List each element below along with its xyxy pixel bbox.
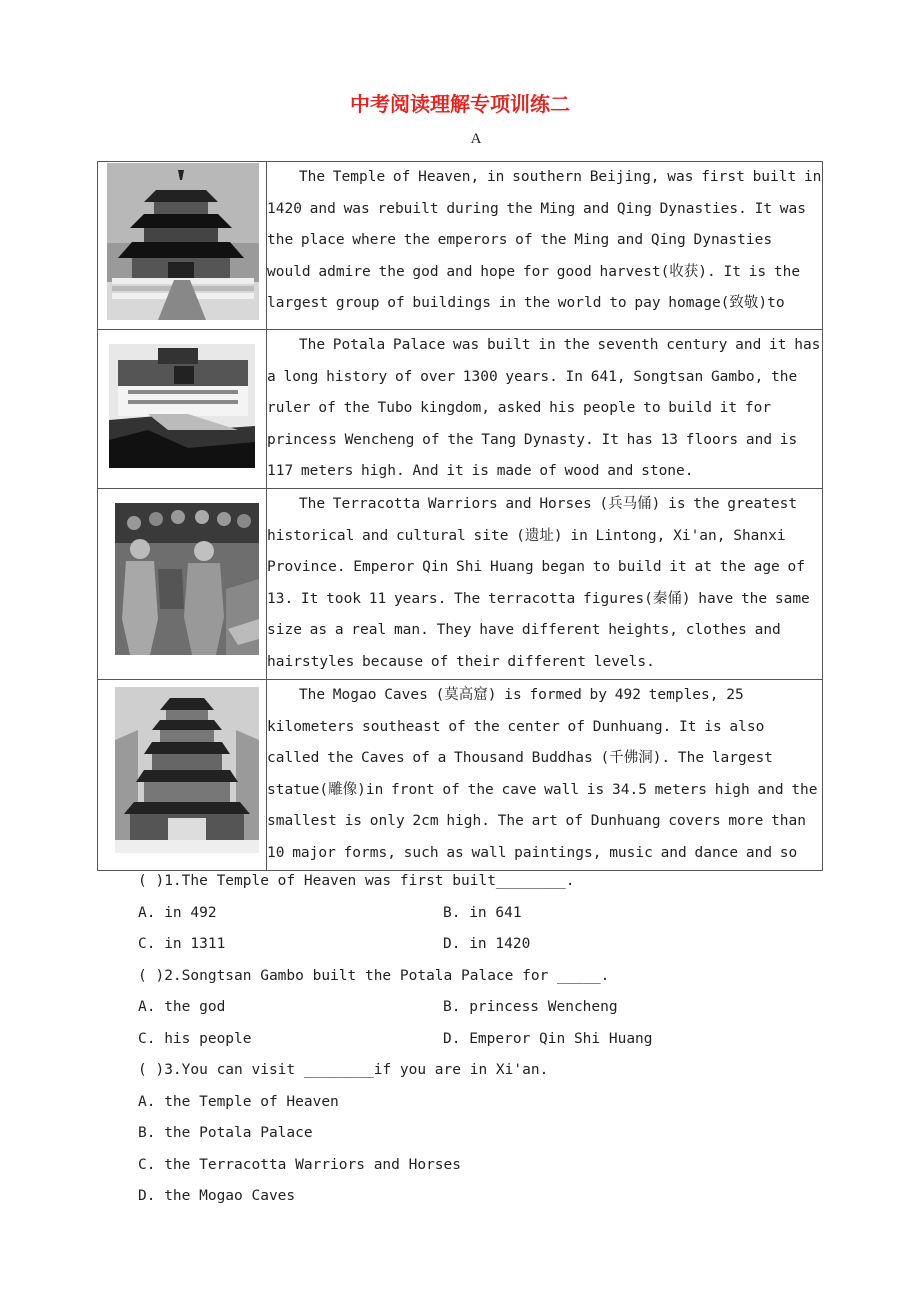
passage-image-cell [98, 330, 267, 489]
question-option[interactable]: C. his people [138, 1031, 252, 1047]
question-option[interactable]: C. the Terracotta Warriors and Horses [138, 1157, 462, 1173]
passage-row [98, 680, 823, 871]
temple-of-heaven-photo [98, 162, 266, 328]
passage-text: The Potala Palace was built in the seventh century and it has a long history of over 1300 years. In 641, Songtsan Gambo, the ruler of the Tubo kingdom, asked his people to build it for princess Wencheng of the Tang Dynasty. It has 13 floors and is 117 meters high. And it is made of wood and stone. [267, 337, 821, 480]
reading-table [97, 161, 823, 871]
question-option[interactable]: C. in 1311 [138, 936, 226, 952]
mogao-caves-photo [98, 680, 266, 868]
passage-text-cell [267, 680, 823, 871]
passage-row [98, 489, 823, 680]
passage-row [98, 162, 823, 330]
question-option[interactable]: A. the Temple of Heaven [138, 1094, 339, 1110]
question-option[interactable]: B. the Potala Palace [138, 1125, 313, 1141]
question-stem: ( )2.Songtsan Gambo built the Potala Palace for _____. [138, 968, 610, 984]
section-label: A [470, 131, 482, 147]
passage-row [98, 330, 823, 489]
potala-palace-photo [98, 330, 266, 487]
question-option[interactable]: D. Emperor Qin Shi Huang [443, 1031, 653, 1047]
question-option[interactable]: D. in 1420 [443, 936, 531, 952]
page-title: 中考阅读理解专项训练二 [350, 92, 570, 116]
question-stem: ( )3.You can visit ________if you are in Xi'an. [138, 1062, 549, 1078]
question-option[interactable]: A. the god [138, 999, 226, 1015]
terracotta-warriors-photo [98, 489, 266, 677]
question-option[interactable]: B. princess Wencheng [443, 999, 618, 1015]
question-option[interactable]: D. the Mogao Caves [138, 1188, 296, 1204]
passage-text-cell [267, 162, 823, 330]
question-stem: ( )1.The Temple of Heaven was first built________. [138, 873, 575, 889]
passage-text-cell [267, 489, 823, 680]
question-option[interactable]: A. in 492 [138, 905, 217, 921]
question-option[interactable]: B. in 641 [443, 905, 522, 921]
passage-image-cell [98, 680, 267, 871]
passage-image-cell [98, 162, 267, 330]
passage-text: The Terracotta Warriors and Horses (兵马俑) is the greatest historical and cultural site (遗址) in Lintong, Xi'an, Shanxi Province. Emperor Qin Shi Huang began to build it at the age of 13. It took 11 years. The terracotta figures(秦俑) have the same size as a real man. They have different heights, clothes and hairstyles because of their different levels. [267, 496, 810, 670]
passage-text-cell [267, 330, 823, 489]
passage-text: The Temple of Heaven, in southern Beijing, was first built in 1420 and was rebuilt during the Ming and Qing Dynasties. It was the place where the emperors of the Ming and Qing Dynasties would admire the god and hope for good harvest(收获). It is the largest group of buildings in the world to pay homage(致敬)to [267, 169, 822, 312]
passage-text: The Mogao Caves (莫高窟) is formed by 492 temples, 25 kilometers southeast of the center of Dunhuang. It is also called the Caves of a Thousand Buddhas (千佛洞). The largest statue(雕像)in front of the cave wall is 34.5 meters high and the smallest is only 2cm high. The art of Dunhuang covers more than 10 major forms, such as wall paintings, music and dance and so [267, 687, 818, 861]
passage-image-cell [98, 489, 267, 680]
